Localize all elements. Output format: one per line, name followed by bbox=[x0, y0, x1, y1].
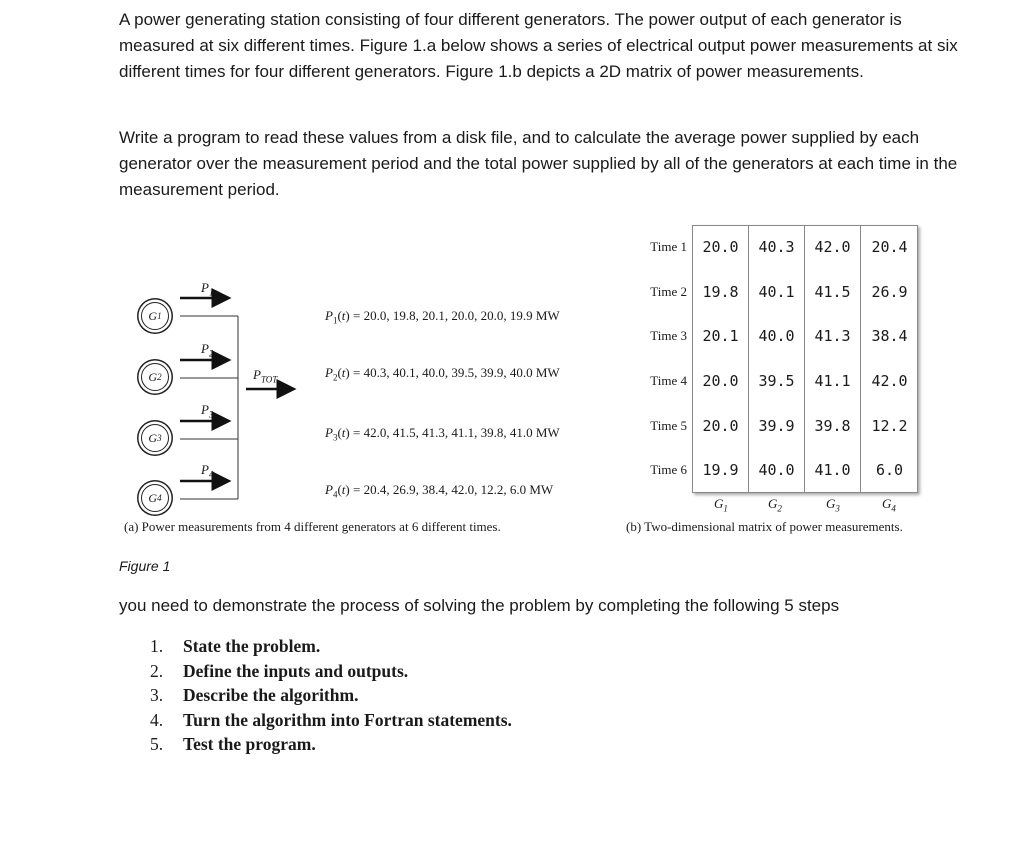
label-ptot: $P_{TOT}$ bbox=[253, 367, 278, 385]
matrix-cell: 6.0 bbox=[860, 448, 918, 493]
matrix-row bbox=[637, 403, 918, 448]
matrix-cell: 20.4 bbox=[860, 225, 918, 270]
intro-paragraph: A power generating station consisting of four different generators. The power output of each generator is measured at six different times. Figure 1.a below shows a series of electrical output power measurements at six different times for four different generators. Figure 1.b depicts a 2D matrix of power measurements. bbox=[119, 10, 958, 81]
equation-p1: $P_1(t) = 20.0$, 19.8, 20.1, 20.0, 20.0, 19.9 MW bbox=[325, 308, 560, 326]
step-text: Define the inputs and outputs. bbox=[183, 660, 409, 681]
task-paragraph: Write a program to read these values from a disk file, and to calculate the average power supplied by each generator over the measurement period and the total power supplied by all of the generators at each time in the measurement period. bbox=[119, 128, 958, 199]
step-number: 5. bbox=[150, 734, 164, 754]
label-p2: $P_2$ bbox=[201, 341, 214, 359]
instructions: you need to demonstrate the process of solving the problem by completing the following 5 steps bbox=[119, 596, 840, 615]
matrix-cell: 41.3 bbox=[804, 314, 860, 359]
matrix-cell: 40.0 bbox=[748, 448, 804, 493]
matrix-cell: 19.9 bbox=[692, 448, 748, 493]
column-g4: $G_4$ bbox=[882, 496, 896, 514]
matrix-row bbox=[637, 314, 918, 359]
time-label: Time 4 bbox=[650, 373, 687, 389]
time-label: Time 6 bbox=[650, 462, 687, 478]
matrix-cell: 40.0 bbox=[748, 314, 804, 359]
matrix-row bbox=[637, 225, 918, 270]
matrix-cell: 40.1 bbox=[748, 270, 804, 315]
step-text: Turn the algorithm into Fortran statements. bbox=[183, 709, 512, 730]
step-item bbox=[150, 683, 512, 708]
step-number: 1. bbox=[150, 636, 164, 656]
column-g1: $G_1$ bbox=[714, 496, 728, 514]
step-text: Describe the algorithm. bbox=[183, 685, 359, 705]
generator-g1: G 1 bbox=[141, 302, 169, 330]
step-text: Test the program. bbox=[183, 734, 316, 754]
caption-a: (a) Power measurements from 4 different generators at 6 different times. bbox=[124, 519, 501, 534]
time-label: Time 3 bbox=[650, 328, 687, 344]
matrix-row bbox=[637, 359, 918, 404]
matrix-cell: 19.8 bbox=[692, 270, 748, 315]
generator-g3: G 3 bbox=[141, 424, 169, 452]
matrix-row bbox=[637, 270, 918, 315]
step-number: 4. bbox=[150, 709, 164, 730]
matrix-cell: 39.5 bbox=[748, 359, 804, 404]
matrix-cell: 42.0 bbox=[804, 225, 860, 270]
step-text: State the problem. bbox=[183, 636, 321, 656]
matrix-cell: 20.0 bbox=[692, 225, 748, 270]
matrix-cell: 39.8 bbox=[804, 403, 860, 448]
step-item bbox=[150, 708, 512, 733]
column-g2: $G_2$ bbox=[768, 496, 782, 514]
time-label: Time 2 bbox=[650, 283, 687, 299]
matrix-cell: 12.2 bbox=[860, 403, 918, 448]
matrix-cell: 20.1 bbox=[692, 314, 748, 359]
figure-label: Figure 1 bbox=[119, 558, 171, 574]
time-label: Time 5 bbox=[650, 417, 687, 433]
step-number: 3. bbox=[150, 685, 164, 705]
label-p1: $P_1$ bbox=[201, 280, 214, 298]
step-item bbox=[150, 634, 512, 659]
label-p4: $P_4$ bbox=[201, 462, 214, 480]
matrix-cell: 39.9 bbox=[748, 403, 804, 448]
power-matrix bbox=[637, 225, 918, 493]
equation-p2: $P_2(t) = 40.3$, 40.1, 40.0, 39.5, 39.9, 40.0 MW bbox=[325, 365, 560, 383]
caption-b: (b) Two-dimensional matrix of power measurements. bbox=[626, 519, 903, 534]
step-item bbox=[150, 732, 512, 757]
step-number: 2. bbox=[150, 660, 164, 681]
matrix-cell: 41.1 bbox=[804, 359, 860, 404]
generator-g2: G 2 bbox=[141, 363, 169, 391]
matrix-row bbox=[637, 448, 918, 493]
matrix-cell: 41.5 bbox=[804, 270, 860, 315]
matrix-cell: 41.0 bbox=[804, 448, 860, 493]
matrix-cell: 20.0 bbox=[692, 359, 748, 404]
time-label: Time 1 bbox=[650, 239, 687, 255]
label-p3: $P_3$ bbox=[201, 402, 214, 420]
steps-list bbox=[150, 634, 512, 757]
equation-p3: $P_3(t) = 42.0$, 41.5, 41.3, 41.1, 39.8, 41.0 MW bbox=[325, 425, 560, 443]
matrix-cell: 38.4 bbox=[860, 314, 918, 359]
column-g3: $G_3$ bbox=[826, 496, 840, 514]
matrix-cell: 26.9 bbox=[860, 270, 918, 315]
matrix-cell: 40.3 bbox=[748, 225, 804, 270]
equation-p4: $P_4(t) = 20.4$, 26.9, 38.4, 42.0, 12.2, 6.0 MW bbox=[325, 482, 554, 500]
matrix-cell: 20.0 bbox=[692, 403, 748, 448]
step-item bbox=[150, 659, 512, 684]
matrix-cell: 42.0 bbox=[860, 359, 918, 404]
generator-g4: G 4 bbox=[141, 484, 169, 512]
